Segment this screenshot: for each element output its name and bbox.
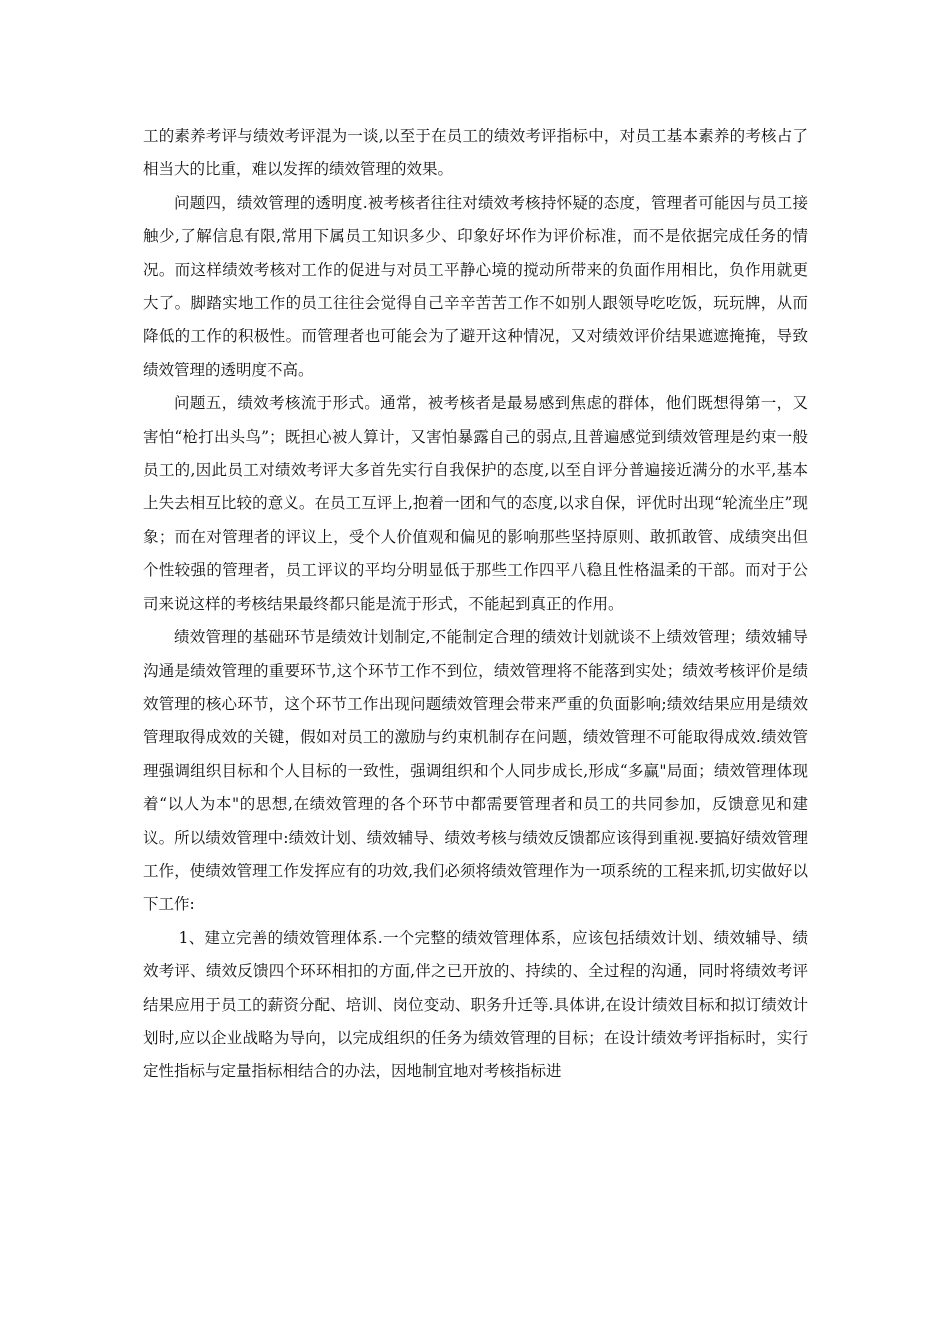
document-page bbox=[143, 120, 808, 1089]
paragraph-item-one: 1、建立完善的绩效管理体系.一个完整的绩效管理体系，应该包括绩效计划、绩效辅导、绩效考评、绩效反馈四个环环相扣的方面,伴之已开放的、持续的、全过程的沟通，同时将绩效考评结果应用于员工的薪资分配、培训、岗位变动、职务升迁等.具体讲,在设计绩效目标和拟订绩效计划时,应以企业战略为导向，以完成组织的任务为绩效管理的目标；在设计绩效考评指标时，实行定性指标与定量指标相结合的办法，因地制宜地对考核指标进 bbox=[143, 928, 808, 1081]
paragraph-performance-management: 绩效管理的基础环节是绩效计划制定,不能制定合理的绩效计划就谈不上绩效管理；绩效辅导沟通是绩效管理的重要环节,这个环节工作不到位，绩效管理将不能落到实处；绩效考核评价是绩效管理的核心环节，这个环节工作出现问题绩效管理会带来严重的负面影响;绩效结果应用是绩效管理取得成效的关键，假如对员工的激励与约束机制存在问题，绩效管理不可能取得成效.绩效管理强调组织目标和个人目标的一致性，强调组织和个人同步成长,形成“多赢"局面；绩效管理体现着“以人为本"的思想,在绩效管理的各个环节中都需要管理者和员工的共同参加，反馈意见和建议。所以绩效管理中:绩效计划、绩效辅导、绩效考核与绩效反馈都应该得到重视.要搞好绩效管理工作，使绩效管理工作发挥应有的功效,我们必须将绩效管理作为一项系统的工程来抓,切实做好以下工作: bbox=[143, 628, 808, 914]
paragraph-problem-five: 问题五，绩效考核流于形式。通常，被考核者是最易感到焦虑的群体，他们既想得第一，又害怕“枪打出头鸟”；既担心被人算计，又害怕暴露自己的弱点,且普遍感觉到绩效管理是约束一般员工的,因此员工对绩效考评大多首先实行自我保护的态度,以至自评分普遍接近满分的水平,基本上失去相互比较的意义。在员工互评上,抱着一团和气的态度,以求自保，评优时出现“轮流坐庄”现象；而在对管理者的评议上，受个人价值观和偏见的影响那些坚持原则、敢抓敢管、成绩突出但个性较强的管理者，员工评议的平均分明显低于那些工作四平八稳且性格温柔的干部。而对于公司来说这样的考核结果最终都只能是流于形式，不能起到真正的作用。 bbox=[143, 394, 808, 613]
paragraph-problem-four: 问题四，绩效管理的透明度.被考核者往往对绩效考核持怀疑的态度，管理者可能因与员工接触少,了解信息有限,常用下属员工知识多少、印象好坏作为评价标准，而不是依据完成任务的情况。而这样绩效考核对工作的促进与对员工平静心境的搅动所带来的负面作用相比，负作用就更大了。脚踏实地工作的员工往往会觉得自己辛辛苦苦工作不如别人跟领导吃吃饭，玩玩牌，从而降低的工作的积极性。而管理者也可能会为了避开这种情况，又对绩效评价结果遮遮掩掩，导致绩效管理的透明度不高。 bbox=[143, 193, 808, 379]
paragraph-continuation: 工的素养考评与绩效考评混为一谈,以至于在员工的绩效考评指标中，对员工基本素养的考核占了相当大的比重，难以发挥的绩效管理的效果。 bbox=[143, 127, 808, 179]
